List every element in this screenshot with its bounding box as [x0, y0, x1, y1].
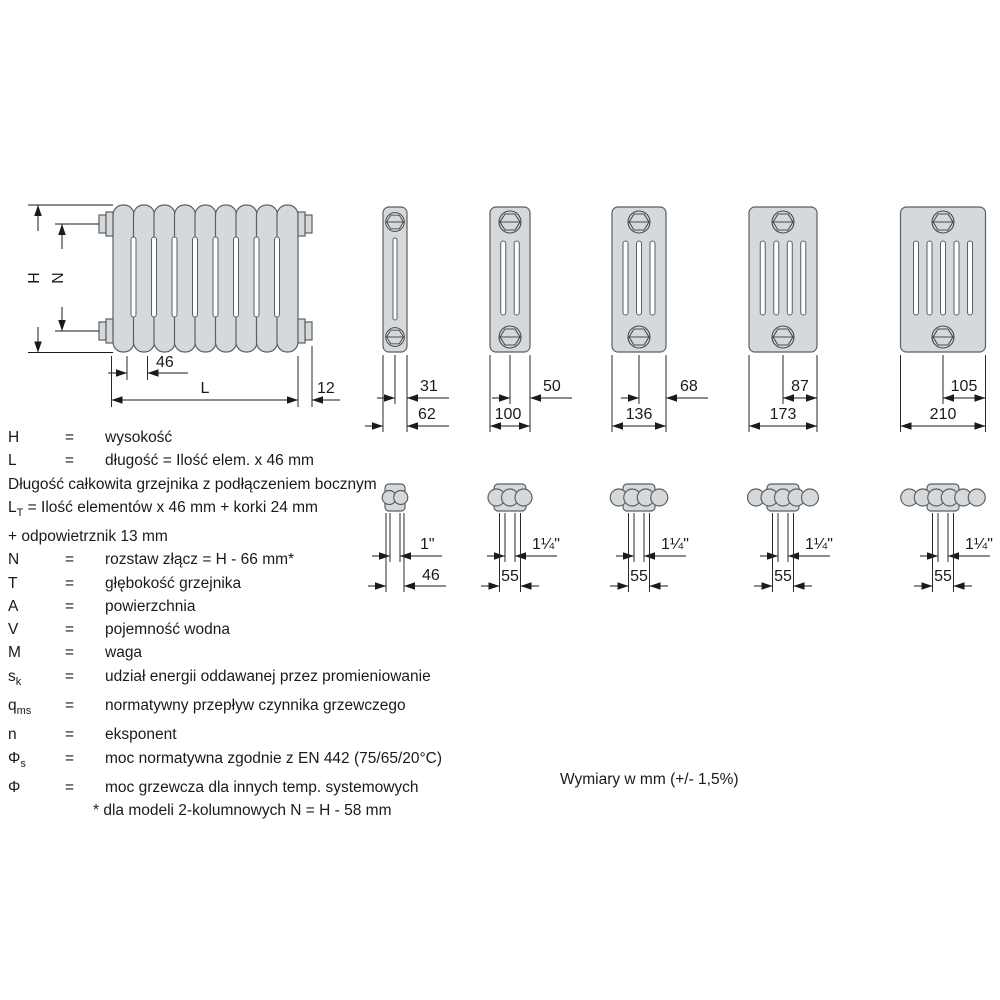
legend-row	[8, 641, 553, 664]
hub-width-label: 55	[934, 568, 952, 585]
legend-equals: =	[65, 429, 75, 446]
legend-description: rozstaw złącz = H - 66 mm*	[105, 551, 295, 569]
legend-symbol: $q_{ms}$	[8, 696, 32, 718]
legend-symbol: M	[8, 644, 21, 662]
legend-row	[8, 747, 553, 776]
depth-dim-label: 136	[625, 406, 653, 423]
length-dim-label: L	[200, 380, 210, 397]
plug-icon	[298, 212, 312, 236]
legend-equals: =	[65, 644, 75, 662]
cross-section-5col	[749, 207, 817, 432]
legend-symbol: A	[8, 597, 19, 615]
fitting-icon	[386, 328, 405, 347]
legend	[8, 426, 553, 822]
depth-dim-label: 62	[418, 406, 436, 423]
legend-row	[8, 496, 553, 525]
connection-size-label: 1¼"	[965, 536, 993, 553]
legend-symbol: $\Phi_s$	[8, 749, 26, 770]
cross-section-6col	[901, 207, 986, 432]
node-spacing-dim-label: N	[48, 272, 65, 284]
legend-description: waga	[105, 644, 143, 662]
fitting-icon	[499, 211, 521, 233]
end-offset-dim-label: 12	[317, 380, 335, 397]
cross-section-2col	[365, 207, 449, 432]
legend-row	[8, 525, 553, 548]
fitting-icon	[628, 211, 650, 233]
legend-description: + odpowietrznik 13 mm	[8, 528, 168, 546]
legend-description: wysokość	[105, 429, 173, 446]
fitting-icon	[386, 213, 405, 232]
legend-description: długość = Ilość elem. x 46 mm	[105, 452, 314, 470]
plug-icon	[99, 212, 113, 236]
depth-dim-label: 173	[769, 406, 797, 423]
connection-size-label: 1¼"	[805, 536, 833, 553]
legend-equals: =	[65, 551, 75, 569]
half-depth-dim-label: 105	[950, 378, 978, 395]
top-view-6col	[901, 484, 993, 592]
legend-description: powierzchnia	[105, 597, 196, 615]
legend-row	[8, 694, 553, 723]
hub-width-label: 55	[774, 568, 792, 585]
legend-description: eksponent	[105, 726, 177, 744]
legend-symbol: n	[8, 726, 17, 744]
half-depth-dim-label: 31	[420, 378, 438, 395]
fitting-icon	[932, 211, 954, 233]
half-depth-dim-label: 87	[791, 378, 809, 395]
plug-icon	[298, 319, 312, 343]
legend-equals: =	[65, 696, 75, 714]
legend-equals: =	[65, 574, 75, 592]
legend-row	[8, 572, 553, 595]
depth-dim-label: 100	[494, 406, 522, 423]
half-depth-dim-label: 68	[680, 378, 698, 395]
connection-size-label: 1¼"	[532, 536, 560, 553]
hub-width-label: 55	[501, 568, 519, 585]
element-width-dimension	[108, 354, 188, 380]
legend-description: normatywny przepływ czynnika grzewczego	[105, 696, 406, 714]
length-dimension	[112, 356, 299, 407]
legend-symbol: L	[8, 452, 17, 470]
connection-size-label: 1¼"	[661, 536, 689, 553]
legend-equals: =	[65, 452, 75, 470]
element-width-dim-label: 46	[156, 354, 174, 371]
legend-description: moc normatywna zgodnie z EN 442 (75/65/20°C)	[105, 749, 443, 767]
legend-footnote: * dla modeli 2-kolumnowych N = H - 58 mm	[93, 802, 392, 820]
legend-symbol: $s_k$	[8, 667, 22, 688]
legend-row	[8, 595, 553, 618]
legend-equals: =	[65, 726, 75, 744]
legend-symbol: T	[8, 574, 18, 592]
legend-description: udział energii oddawanej przez promieniowanie	[105, 667, 431, 685]
connection-size-label: 1"	[420, 536, 435, 553]
fitting-icon	[772, 326, 794, 348]
legend-symbol: N	[8, 551, 20, 569]
legend-row	[8, 665, 553, 694]
front-view	[24, 205, 340, 407]
legend-equals: =	[65, 778, 75, 796]
plug-icon	[99, 319, 113, 343]
dimensions-tolerance-note: Wymiary w mm (+/- 1,5%)	[560, 771, 739, 788]
legend-row	[8, 723, 553, 746]
top-view-5col	[748, 484, 833, 592]
half-depth-dim-label: 50	[543, 378, 561, 395]
cross-section-3col	[490, 207, 572, 432]
top-view-4col	[610, 484, 689, 592]
fitting-icon	[628, 326, 650, 348]
legend-symbol: $L_T$	[8, 498, 24, 519]
hub-width-label: 55	[630, 568, 648, 585]
legend-equals: =	[65, 749, 75, 767]
depth-dim-label: 210	[929, 406, 957, 423]
legend-description: = Ilość elementów x 46 mm + korki 24 mm	[27, 498, 318, 516]
node-spacing-dimension	[48, 224, 99, 331]
legend-description: Długość całkowita grzejnika z podłączeniem bocznym	[8, 475, 377, 493]
legend-symbol: H	[8, 429, 20, 446]
fitting-icon	[499, 326, 521, 348]
legend-description: głębokość grzejnika	[105, 574, 242, 592]
legend-symbol: V	[8, 621, 19, 639]
legend-symbol: Φ	[8, 778, 21, 796]
legend-description: moc grzewcza dla innych temp. systemowych	[105, 778, 419, 796]
legend-row	[8, 473, 553, 496]
height-dim-label: H	[24, 272, 41, 284]
legend-row	[8, 449, 553, 472]
end-offset-dimension	[312, 346, 340, 407]
hub-width-label: 46	[422, 567, 440, 584]
cross-section-4col	[612, 207, 708, 432]
fitting-icon	[772, 211, 794, 233]
legend-equals: =	[65, 667, 75, 685]
legend-description: pojemność wodna	[105, 621, 230, 639]
legend-row	[8, 426, 553, 449]
legend-row	[8, 776, 553, 799]
fitting-icon	[932, 326, 954, 348]
legend-row	[8, 548, 553, 571]
legend-equals: =	[65, 597, 75, 615]
legend-equals: =	[65, 621, 75, 639]
legend-row	[8, 618, 553, 641]
